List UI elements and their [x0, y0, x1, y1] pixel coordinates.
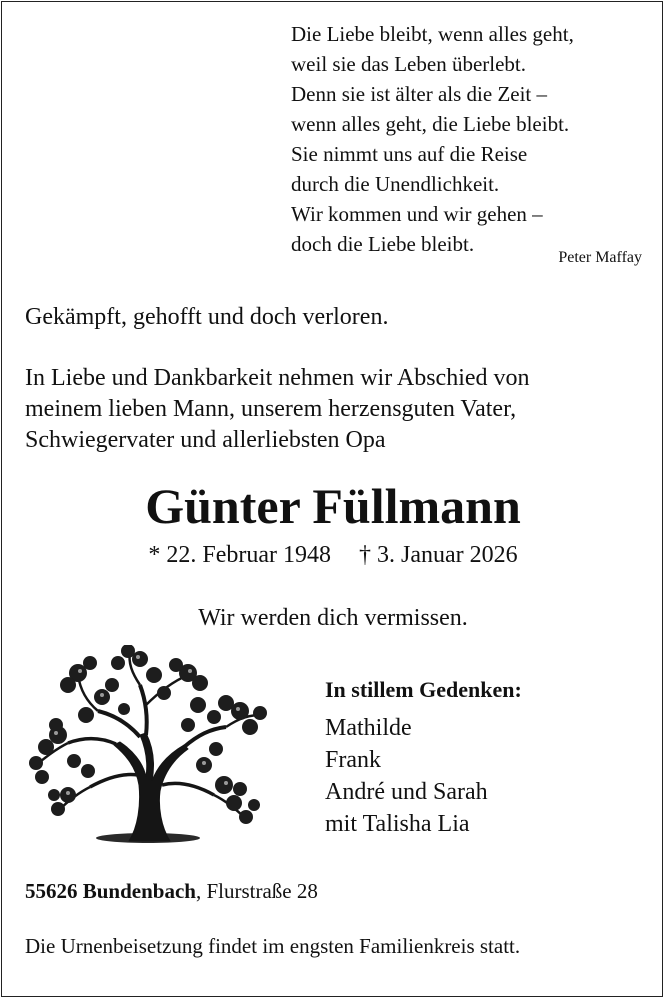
mourner-name: Mathilde — [325, 715, 412, 741]
poem-line: doch die Liebe bleibt. — [291, 232, 475, 256]
motto: Gekämpft, gehofft und doch verloren. — [25, 304, 389, 330]
mourners-heading: In stillem Gedenken: — [325, 677, 522, 702]
deceased-name: Günter Füllmann — [145, 478, 521, 534]
poem-line: Wir kommen und wir gehen – — [291, 202, 543, 226]
intro-text — [25, 363, 530, 456]
poem-line: Sie nimmt uns auf die Reise — [291, 142, 528, 166]
mourner-name: André und Sarah — [325, 779, 488, 805]
birth-date: * 22. Februar 1948 — [148, 542, 331, 568]
address-street: Flurstraße 28 — [201, 879, 318, 903]
tree-icon — [28, 645, 268, 850]
mourners-block — [325, 675, 645, 840]
poem — [291, 19, 651, 259]
mourner-name: Frank — [325, 747, 381, 773]
address-place: 55626 Bundenbach — [25, 879, 196, 903]
intro-line: Schwiegervater und allerliebsten Opa — [25, 427, 386, 453]
poem-author: Peter Maffay — [558, 249, 642, 266]
farewell-line: Wir werden dich vermissen. — [198, 605, 468, 631]
mourner-name: mit Talisha Lia — [325, 811, 470, 837]
poem-line: weil sie das Leben überlebt. — [291, 52, 526, 76]
address — [25, 876, 318, 906]
poem-line: wenn alles geht, die Liebe bleibt. — [291, 112, 570, 136]
life-dates — [0, 539, 666, 571]
burial-notice: Die Urnenbeisetzung findet im engsten Familienkreis statt. — [25, 934, 521, 958]
address-separator: , — [195, 879, 202, 903]
death-date: † 3. Januar 2026 — [359, 542, 518, 568]
poem-line: Denn sie ist älter als die Zeit – — [291, 82, 548, 106]
intro-line: meinem lieben Mann, unserem herzensguten Vater, — [25, 396, 517, 422]
poem-line: Die Liebe bleibt, wenn alles geht, — [291, 22, 574, 46]
intro-line: In Liebe und Dankbarkeit nehmen wir Abschied von — [25, 365, 530, 391]
poem-line: durch die Unendlichkeit. — [291, 172, 500, 196]
